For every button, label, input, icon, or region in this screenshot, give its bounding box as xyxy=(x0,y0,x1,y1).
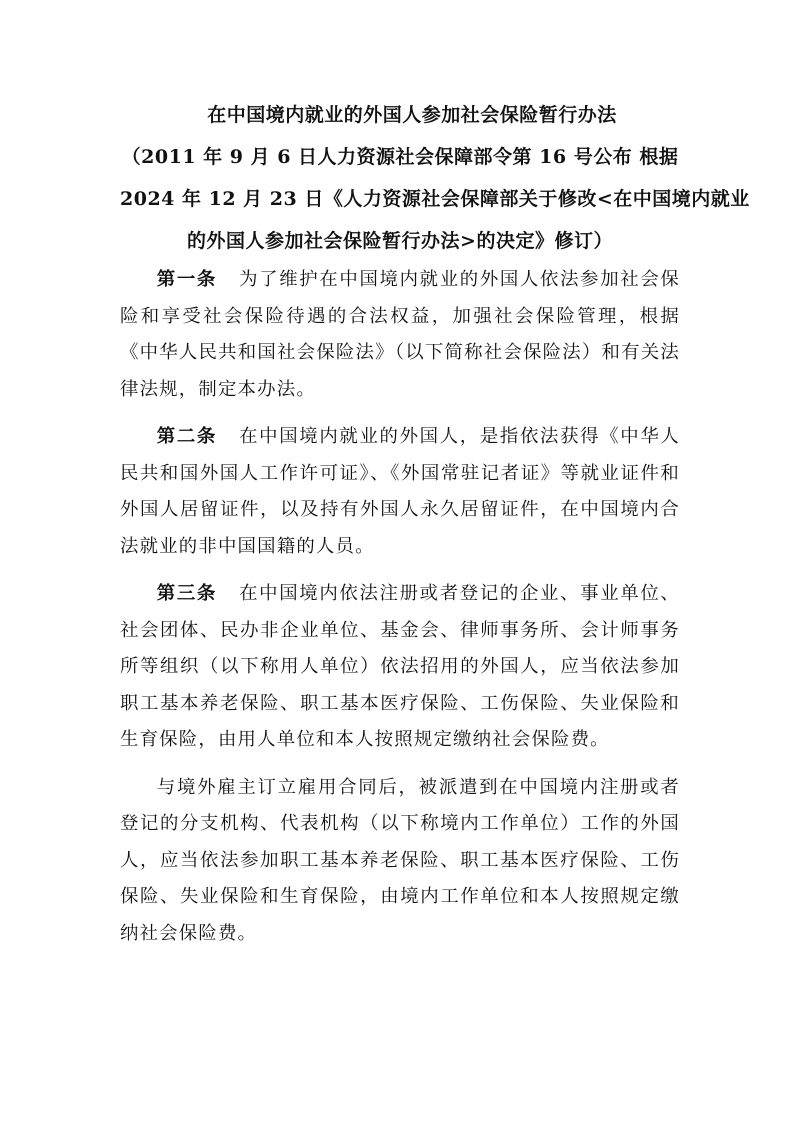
article-2 xyxy=(120,419,680,565)
article-3-paragraph-2-text: 与境外雇主订立雇用合同后，被派遣到在中国境内注册或者登记的分支机构、代表机构（以下称境内工作单位）工作的外国人，应当依法参加职工基本养老保险、职工基本医疗保险、工伤保险、失业保险和生育保险，由境内工作单位和本人按照规定缴纳社会保险费。 xyxy=(120,776,680,944)
title-line-3: 2024 年 12 月 23 日《人力资源社会保障部关于修改<在中国境内就业 xyxy=(120,188,750,210)
title-line-4: 的外国人参加社会保险暂行办法>的决定》修订） xyxy=(187,230,613,252)
article-1 xyxy=(120,262,680,408)
article-3-text: 在中国境内依法注册或者登记的企业、事业单位、社会团体、民办非企业单位、基金会、律师事务所、会计师事务所等组织（以下称用人单位）依法招用的外国人，应当依法参加职工基本养老保险、职工基本医疗保险、工伤保险、失业保险和生育保险，由用人单位和本人按照规定缴纳社会保险费。 xyxy=(120,583,680,750)
title-line-1: 在中国境内就业的外国人参加社会保险暂行办法 xyxy=(207,104,617,126)
title-line-2: （2011 年 9 月 6 日人力资源社会保障部令第 16 号公布 根据 xyxy=(121,146,679,168)
document-title xyxy=(120,94,750,262)
article-1-text: 为了维护在中国境内就业的外国人依法参加社会保险和享受社会保险待遇的合法权益，加强社会保险管理，根据《中华人民共和国社会保险法》（以下简称社会保险法）和有关法律法规，制定本办法。 xyxy=(120,269,680,400)
article-3-paragraph-2 xyxy=(120,770,680,953)
article-2-text: 在中国境内就业的外国人，是指依法获得《中华人民共和国外国人工作许可证》、《外国常驻记者证》等就业证件和外国人居留证件，以及持有外国人永久居留证件，在中国境内合法就业的非中国国籍的人员。 xyxy=(120,426,680,557)
article-3-label: 第三条 xyxy=(156,583,217,604)
document-body xyxy=(120,262,680,963)
article-3 xyxy=(120,576,680,759)
article-2-label: 第二条 xyxy=(156,426,217,447)
article-1-label: 第一条 xyxy=(156,269,217,290)
